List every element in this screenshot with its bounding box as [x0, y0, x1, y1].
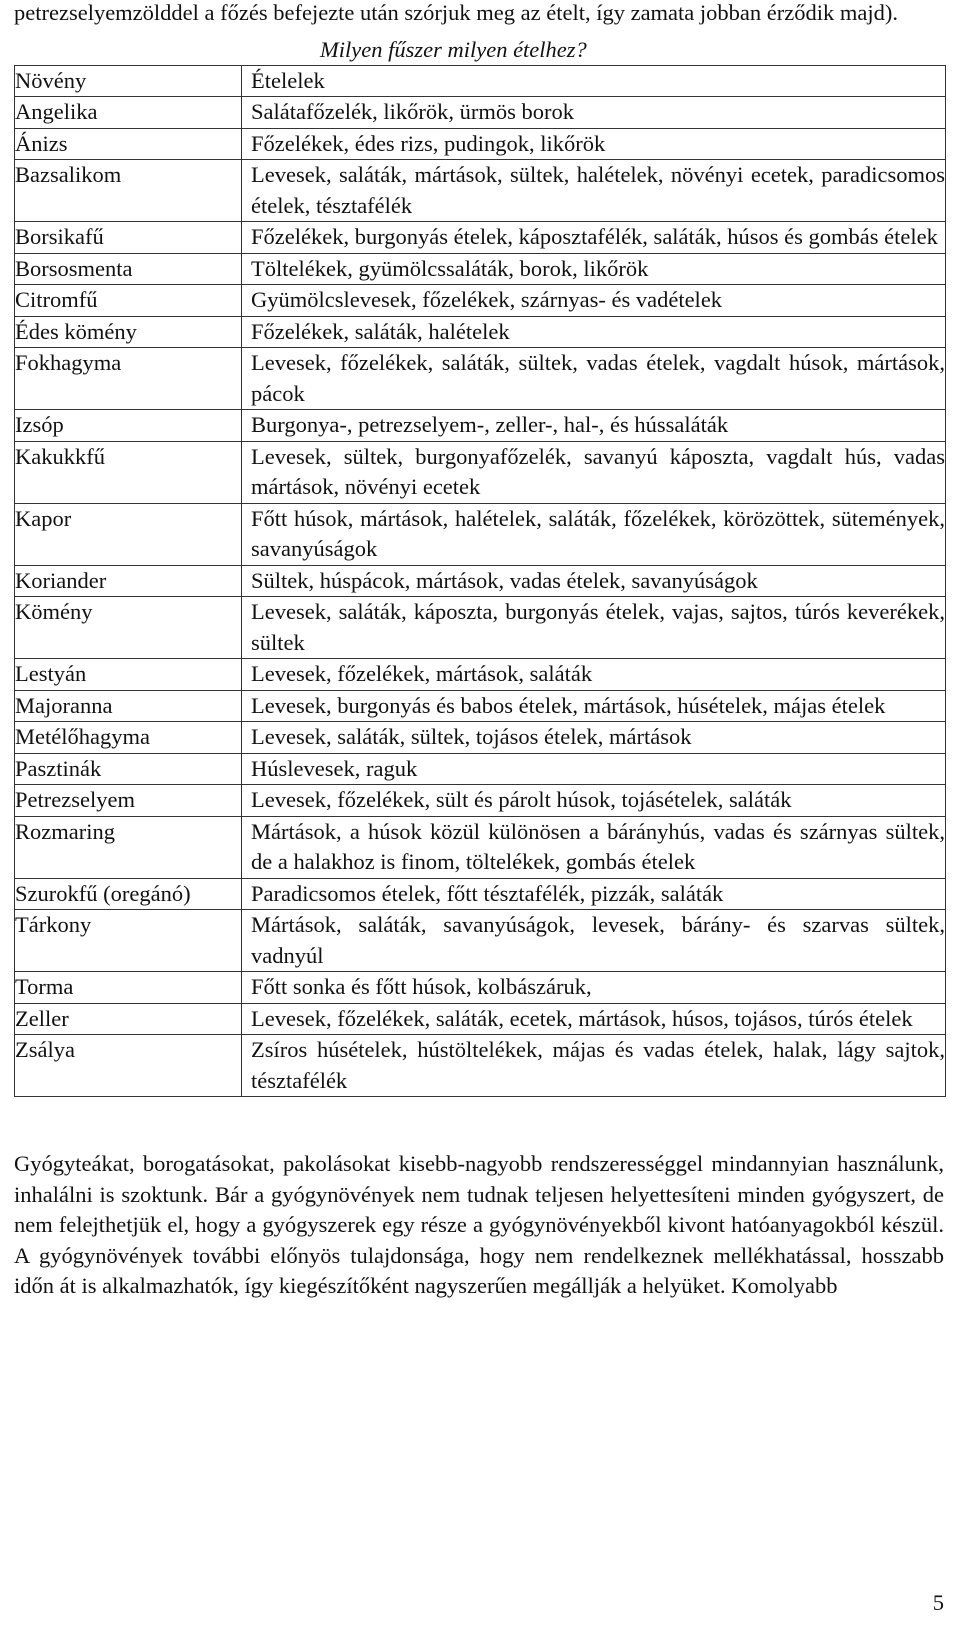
dishes-cell: Levesek, saláták, káposzta, burgonyás ételek, vajas, sajtos, túrós keverékek, sültek	[242, 597, 946, 659]
plant-cell: Angelika	[15, 97, 242, 129]
plant-cell: Kömény	[15, 597, 242, 659]
table-row	[15, 1003, 946, 1035]
table-row	[15, 441, 946, 503]
plant-cell: Szurokfű (oregánó)	[15, 878, 242, 910]
plant-cell: Tárkony	[15, 910, 242, 972]
table-row	[15, 565, 946, 597]
table-row	[15, 597, 946, 659]
plant-cell: Koriander	[15, 565, 242, 597]
dishes-cell: Levesek, főzelékek, mártások, saláták	[242, 659, 946, 691]
intro-paragraph: petrezselyemzölddel a főzés befejezte után szórjuk meg az ételt, így zamata jobban érződik majd).	[14, 0, 898, 25]
plant-cell: Édes kömény	[15, 316, 242, 348]
dishes-cell: Főzelékek, burgonyás ételek, káposztafélék, saláták, húsos és gombás ételek	[242, 222, 946, 254]
dishes-cell: Salátafőzelék, likőrök, ürmös borok	[242, 97, 946, 129]
plant-cell: Lestyán	[15, 659, 242, 691]
plant-cell: Pasztinák	[15, 753, 242, 785]
dishes-cell: Sültek, húspácok, mártások, vadas ételek, savanyúságok	[242, 565, 946, 597]
table-row	[15, 128, 946, 160]
table-row	[15, 659, 946, 691]
dishes-cell: Főtt sonka és főtt húsok, kolbászáruk,	[242, 972, 946, 1004]
plant-cell: Kakukkfű	[15, 441, 242, 503]
table-row	[15, 285, 946, 317]
dishes-cell: Levesek, főzelékek, saláták, ecetek, mártások, húsos, tojásos, túrós ételek	[242, 1003, 946, 1035]
table-row	[15, 972, 946, 1004]
plant-cell: Zeller	[15, 1003, 242, 1035]
dishes-cell: Levesek, sültek, burgonyafőzelék, savanyú káposzta, vagdalt hús, vadas mártások, növényi ecetek	[242, 441, 946, 503]
dishes-cell: Levesek, burgonyás és babos ételek, mártások, húsételek, májas ételek	[242, 690, 946, 722]
plant-cell: Izsóp	[15, 410, 242, 442]
dishes-cell: Töltelékek, gyümölcssaláták, borok, likőrök	[242, 253, 946, 285]
table-row	[15, 316, 946, 348]
dishes-cell: Főtt húsok, mártások, halételek, saláták, főzelékek, körözöttek, sütemények, savanyúságok	[242, 503, 946, 565]
plant-cell: Kapor	[15, 503, 242, 565]
document-page	[14, 0, 944, 1302]
plant-cell: Ánizs	[15, 128, 242, 160]
table-row	[15, 410, 946, 442]
table-row	[15, 910, 946, 972]
table-row	[15, 690, 946, 722]
dishes-cell: Levesek, főzelékek, sült és párolt húsok, tojásételek, saláták	[242, 785, 946, 817]
dishes-cell: Húslevesek, raguk	[242, 753, 946, 785]
dishes-cell: Mártások, saláták, savanyúságok, levesek, bárány- és szarvas sültek, vadnyúl	[242, 910, 946, 972]
dishes-cell: Paradicsomos ételek, főtt tésztafélék, pizzák, saláták	[242, 878, 946, 910]
header-dishes: Ételelek	[242, 65, 946, 97]
plant-cell: Torma	[15, 972, 242, 1004]
table-row	[15, 97, 946, 129]
plant-cell: Fokhagyma	[15, 348, 242, 410]
table-row	[15, 1035, 946, 1097]
table-caption: Milyen fűszer milyen ételhez?	[320, 36, 587, 62]
plant-cell: Majoranna	[15, 690, 242, 722]
dishes-cell: Mártások, a húsok közül különösen a bárányhús, vadas és szárnyas sültek, de a halakhoz is finom, töltelékek, gombás ételek	[242, 816, 946, 878]
plant-cell: Borsosmenta	[15, 253, 242, 285]
plant-cell: Rozmaring	[15, 816, 242, 878]
plant-cell: Petrezselyem	[15, 785, 242, 817]
dishes-cell: Burgonya-, petrezselyem-, zeller-, hal-, és hússaláták	[242, 410, 946, 442]
dishes-cell: Főzelékek, édes rizs, pudingok, likőrök	[242, 128, 946, 160]
plant-cell: Zsálya	[15, 1035, 242, 1097]
closing-paragraph: Gyógyteákat, borogatásokat, pakolásokat kisebb-nagyobb rendszerességgel mindannyian használunk, inhalálni is szoktunk. Bár a gyógynövények nem tudnak teljesen helyettesíteni minden gyógyszert, de nem felejthetjük el, hogy a gyógyszerek egy része a gyógynövényekből kivont hatóanyagokból készül. A gyógynövények további előnyös tulajdonsága, hogy nem rendelkeznek mellékhatással, hosszabb időn át is alkalmazhatók, így kiegészítőként nagyszerűen megállják a helyüket. Komolyabb	[14, 1151, 944, 1298]
table-row	[15, 222, 946, 254]
dishes-cell: Levesek, saláták, sültek, tojásos ételek, mártások	[242, 722, 946, 754]
table-row	[15, 722, 946, 754]
spice-table-body	[15, 97, 946, 1097]
plant-cell: Borsikafű	[15, 222, 242, 254]
table-row	[15, 878, 946, 910]
header-plant: Növény	[15, 65, 242, 97]
table-row	[15, 503, 946, 565]
dishes-cell: Levesek, főzelékek, saláták, sültek, vadas ételek, vagdalt húsok, mártások, pácok	[242, 348, 946, 410]
dishes-cell: Gyümölcslevesek, főzelékek, szárnyas- és vadételek	[242, 285, 946, 317]
table-row	[15, 348, 946, 410]
dishes-cell: Levesek, saláták, mártások, sültek, halételek, növényi ecetek, paradicsomos ételek, tésztafélék	[242, 160, 946, 222]
plant-cell: Citromfű	[15, 285, 242, 317]
table-row	[15, 160, 946, 222]
table-row	[15, 816, 946, 878]
plant-cell: Metélőhagyma	[15, 722, 242, 754]
table-header-row	[15, 65, 946, 97]
table-row	[15, 253, 946, 285]
plant-cell: Bazsalikom	[15, 160, 242, 222]
spice-table	[14, 65, 946, 1098]
dishes-cell: Zsíros húsételek, hústöltelékek, májas és vadas ételek, halak, lágy sajtok, tésztafélék	[242, 1035, 946, 1097]
table-row	[15, 753, 946, 785]
page-number: 5	[932, 1590, 944, 1615]
dishes-cell: Főzelékek, saláták, halételek	[242, 316, 946, 348]
table-row	[15, 785, 946, 817]
